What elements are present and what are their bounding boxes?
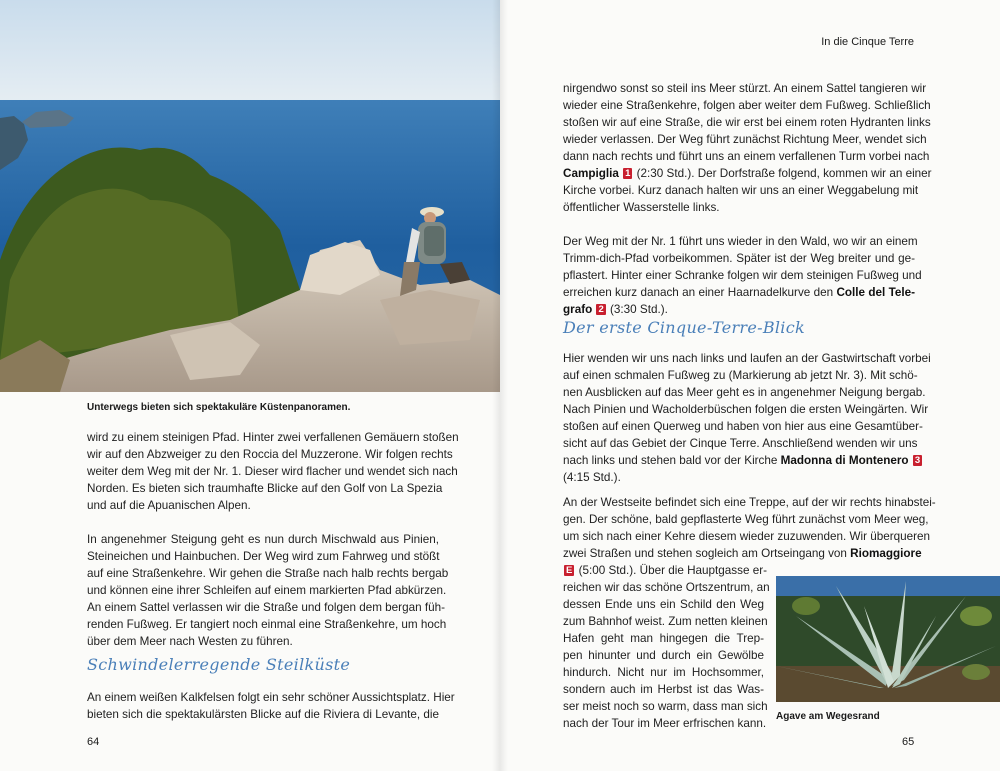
text-line [563,452,921,469]
text-line: wird zu einem steinigen Pfad. Hinter zwei verfallenen Gemäuern stoßen [87,431,459,444]
right-text-block-1 [563,80,932,318]
paragraph [87,689,455,723]
text-line: zum Bahnhof weist. Zum netten kleinen [563,615,768,628]
place-name: Riomaggiore [850,547,922,560]
route-marker: 3 [914,455,921,466]
text-line: um sich nach einer Kehre diesem wieder zuzuwenden. Wir überqueren [563,530,931,543]
text-line: An einem weißen Kalkfelsen folgt ein sehr schöner Aussichtsplatz. Hier [87,691,455,704]
text-line: dessen Ende uns ein Schild den Weg [563,598,764,611]
text-line [563,545,922,562]
page-number: 64 [87,736,100,748]
page-number: 65 [902,736,915,748]
book-gutter [492,0,508,771]
paragraph [87,531,449,650]
paragraph [563,350,931,486]
text-line: über dem Meer nach Westen zu führen. [87,635,293,648]
section-heading: Der erste Cinque-Terre-Blick [563,318,805,337]
text-fragment: (5:00 Std.). Über die Hauptgasse er- [578,564,767,577]
text-line: weiter dem Weg mit der Nr. 1. Dieser wird flacher und wendet sich nach [87,465,458,478]
text-line: ser meist noch so warm, dass man sich [563,700,768,713]
text-line: bieten sich die spektakulärsten Blicke auf die Riviera di Levante, die [87,708,439,721]
text-line: wieder verlassen. Der Weg führt zunächst Richtung Meer, wendet sich [563,133,927,146]
paragraph [563,80,932,216]
text-line: Hier wenden wir uns nach links und laufen an der Gastwirtschaft vorbei [563,352,931,365]
text-line: reichen wir das schöne Ortszentrum, an [563,581,770,594]
text-line: Norden. Es bieten sich traumhafte Blicke auf den Golf von La Spezia [87,482,443,495]
text-line: wir auf den Abzweiger zu den Roccia del Muzzerone. Wir folgen rechts [87,448,453,461]
text-fragment: erreichen kurz danach an einer Haarnadelkurve den [563,286,834,299]
text-line: nen Ausblicken auf das Meer geht es in angenehmer Neigung bergab. [563,386,926,399]
coastal-hiker-photo [0,0,500,392]
section-heading: Schwindelerregende Steilküste [87,655,351,674]
text-fragment: (3:30 Std.). [610,303,668,316]
route-marker: 1 [625,168,631,179]
text-line: auf einen schmalen Fußweg zu (Markierung ab jetzt Nr. 3). Mit schö- [563,369,918,382]
running-header: In die Cinque Terre [821,36,914,48]
text-line: nirgendwo sonst so steil ins Meer stürzt. An einem Sattel tangieren wir [563,82,927,95]
text-line: und können eine ihrer Schleifen auf einem markierten Pfad abkürzen. [87,584,447,597]
text-line: stoßen auf einen Querweg und haben von hier aus eine Gesamtüber- [563,420,923,433]
text-line: öffentlicher Wasserstelle links. [563,201,720,214]
right-text-block-4 [563,562,770,732]
text-line: sicht auf das Gebiet der Cinque Terre. Anschließend wenden wir uns [563,437,918,450]
place-name: Campiglia [563,167,619,180]
main-photo-caption: Unterwegs bieten sich spektakuläre Küstenpanoramen. [87,402,351,413]
text-line: Nach Pinien und Wacholderbüschen folgen die ersten Weingärten. Wir [563,403,929,416]
text-line: nach der Tour im Meer erfrischen kann. [563,717,767,730]
text-line: und auf die Apuanischen Alpen. [87,499,251,512]
agave-photo-caption: Agave am Wegesrand [776,711,880,722]
text-line: auf eine Straßenkehre. Wir gehen die Straße nach halb rechts bergab [87,567,449,580]
text-line: gen. Der schöne, bald gepflasterte Weg führt zunächst vom Meer weg, [563,513,929,526]
text-line: wieder eine Straßenkehre, folgen aber weiter dem Fußweg. Schließlich [563,99,931,112]
text-line: Steineichen und Hainbuchen. Der Weg wird zum Fahrweg und stößt [87,550,440,563]
text-line: sondern auch im Herbst ist das Was- [563,683,764,696]
paragraph [563,562,770,732]
text-line: An einem Sattel verlassen wir die Straße und folgen dem bergan füh- [87,601,445,614]
place-name: Madonna di Montenero [780,454,909,467]
left-text-block-2 [87,689,455,723]
text-fragment: nach links und stehen bald vor der Kirche [563,454,778,467]
text-line [563,165,932,182]
right-text-block-2 [563,350,931,486]
text-line: renden Fußweg. Er tangiert noch einmal eine Straßenkehre, um hoch [87,618,447,631]
text-line: dann nach rechts und führt uns an einem verfallenen Turm vorbei nach [563,150,930,163]
text-line [563,562,767,579]
text-line: stoßen wir auf eine Straße, die wir erst bei einem roten Hydranten links [563,116,931,129]
text-line: Trimm-dich-Pfad vorbeikommen. Später ist der Weg breiter und ge- [563,252,915,265]
text-fragment: (2:30 Std.). Der Dorfstraße folgend, kommen wir an einer [636,167,932,180]
route-marker-end: E [566,565,573,576]
text-line: In angenehmer Steigung geht es nun durch Mischwald aus Pinien, [87,533,439,546]
left-text-block [87,429,459,650]
text-line: Der Weg mit der Nr. 1 führt uns wieder in den Wald, wo wir an einem [563,235,918,248]
text-fragment: zwei Straßen und stehen sogleich am Ortseingang von [563,547,847,560]
text-line: pen hinunter und durch ein Gewölbe [563,649,764,662]
paragraph [563,494,936,562]
agave-photo [776,576,1000,702]
right-text-block-3 [563,494,936,562]
place-name: grafo [563,303,593,316]
place-name: Colle del Tele- [836,286,915,299]
text-line [563,284,915,301]
text-line: Hafen geht man hingegen die Trep- [563,632,764,645]
text-line: hindurch. Nicht nur im Hochsommer, [563,666,764,679]
text-line: (4:15 Std.). [563,471,621,484]
text-line [563,301,915,318]
text-line: Kirche vorbei. Kurz danach halten wir uns an einer Weggabelung mit [563,184,919,197]
paragraph [563,233,922,318]
route-marker: 2 [598,304,604,315]
paragraph [87,429,459,514]
text-line: An der Westseite befindet sich eine Treppe, auf der wir rechts hinabstei- [563,496,936,509]
text-line: pflastert. Hinter einer Schranke folgen wir dem steinigen Fußweg und [563,269,922,282]
